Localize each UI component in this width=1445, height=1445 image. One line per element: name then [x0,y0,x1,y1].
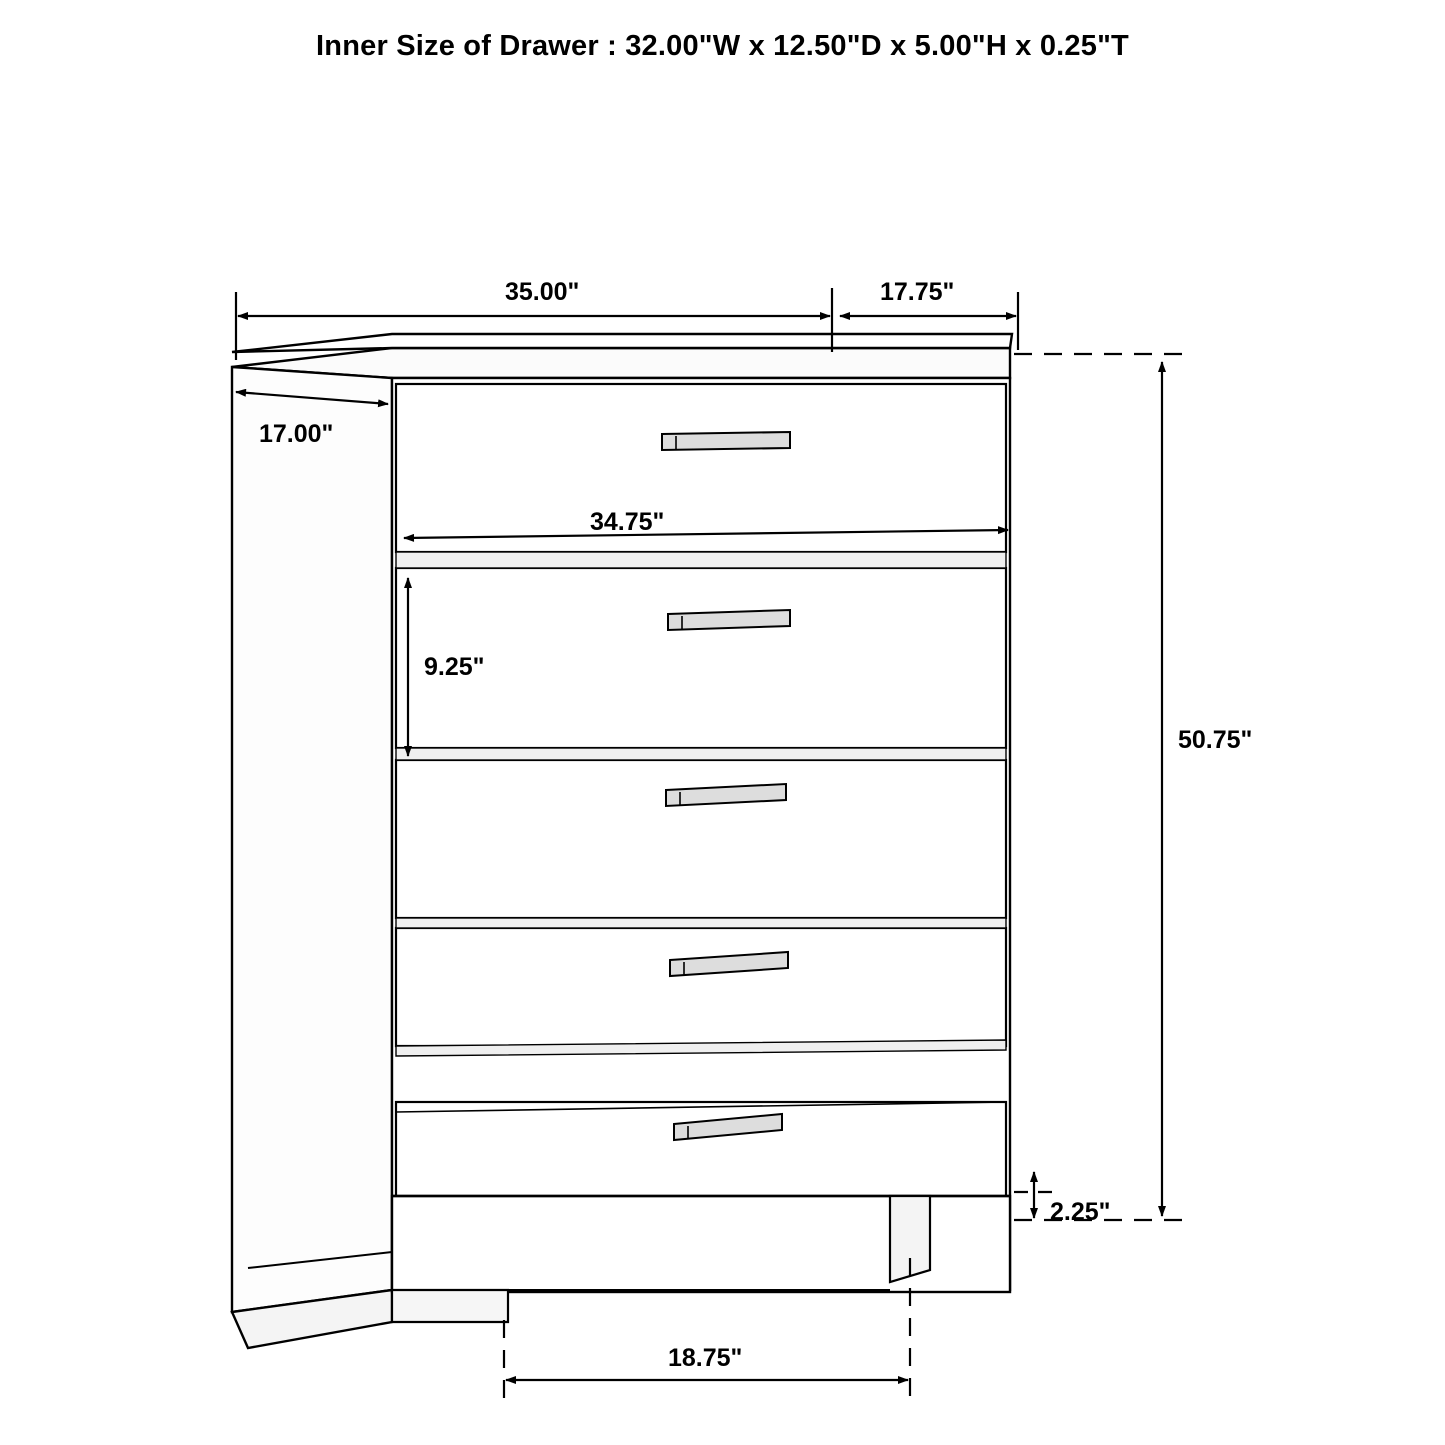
chest-body [232,334,1012,1348]
dim-drawer-width: 34.75" [590,508,665,536]
page-title: Inner Size of Drawer : 32.00"W x 12.50"D x 5.00"H x 0.25"T [316,30,1129,62]
drawer-handle [668,610,790,630]
dim-front-width: 35.00" [505,278,580,306]
dim-side-depth-top: 17.75" [880,278,955,306]
dim-base-height: 2.25" [1050,1198,1111,1226]
dim-total-height: 50.75" [1178,726,1253,754]
dim-foot-span: 18.75" [668,1344,743,1372]
dim-drawer-height: 9.25" [424,653,485,681]
dim-side-depth: 17.00" [259,420,334,448]
drawer-handle [662,432,790,450]
